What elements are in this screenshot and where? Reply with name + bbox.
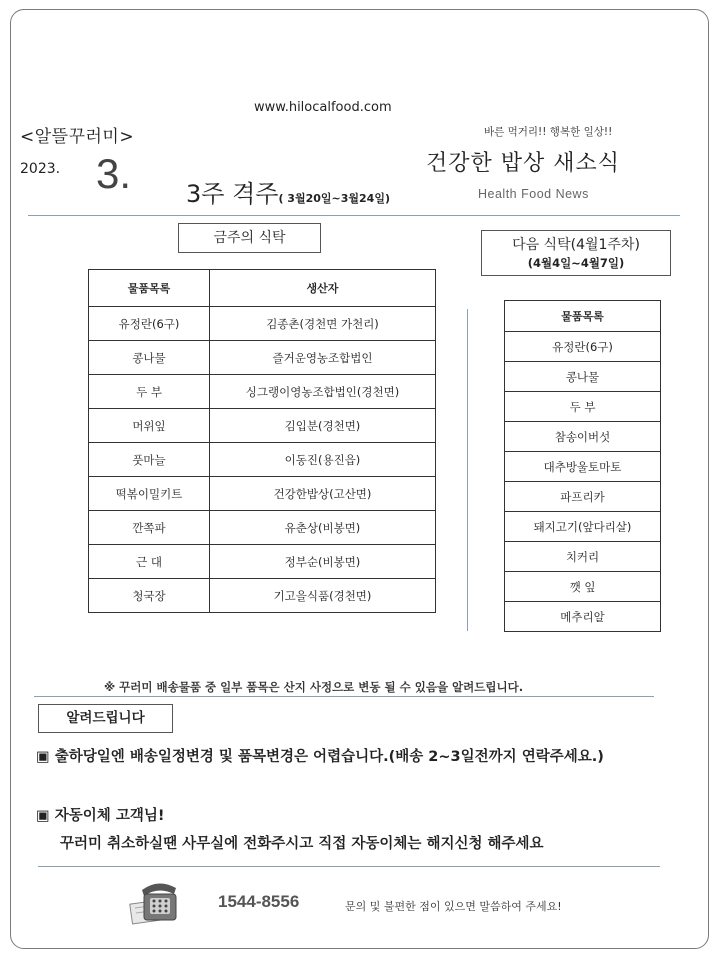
table-row — [89, 579, 436, 613]
item-cell: 콩나물 — [89, 341, 210, 375]
header-divider — [28, 215, 680, 216]
item-cell: 깐쪽파 — [89, 511, 210, 545]
notice-item-schedule: ▣ 출하당일엔 배송일정변경 및 품목변경은 어렵습니다.(배송 2~3일전까지 연락주세요.) — [36, 749, 604, 765]
table-row — [89, 375, 436, 409]
next-item-cell: 두 부 — [505, 392, 661, 422]
next-item-cell: 깻 잎 — [505, 572, 661, 602]
producer-cell: 건강한밥상(고산면) — [210, 477, 436, 511]
table-row — [89, 341, 436, 375]
col-header-item: 물품목록 — [89, 270, 210, 307]
next-week-table — [504, 300, 661, 632]
item-cell: 머위잎 — [89, 409, 210, 443]
column-divider — [467, 309, 468, 631]
table-row — [505, 392, 661, 422]
notice-item-autopay-body: 꾸러미 취소하실땐 사무실에 전화주시고 직접 자동이체는 해지신청 해주세요 — [60, 836, 544, 852]
producer-cell: 싱그랭이영농조합법인(경천면) — [210, 375, 436, 409]
brand-name: <알뜰꾸러미> — [20, 127, 135, 147]
this-week-table — [88, 269, 436, 613]
table-row — [505, 332, 661, 362]
table-row — [505, 542, 661, 572]
disclaimer-text: ※ 꾸러미 배송물품 중 일부 품목은 산지 사정으로 변동 될 수 있음을 알려드립니다. — [104, 680, 524, 694]
this-week-title: 금주의 식탁 — [178, 223, 321, 253]
item-cell: 청국장 — [89, 579, 210, 613]
telephone-icon — [128, 872, 184, 928]
issue-week — [186, 174, 390, 209]
table-row — [89, 477, 436, 511]
producer-cell: 이동진(용진읍) — [210, 443, 436, 477]
table-row — [505, 452, 661, 482]
next-col-header-item: 물품목록 — [505, 301, 661, 332]
table-row — [89, 545, 436, 579]
next-week-title-box — [481, 230, 671, 276]
next-week-range: (4월4일~4월7일) — [527, 256, 625, 270]
item-cell: 두 부 — [89, 375, 210, 409]
next-item-cell: 돼지고기(앞다리살) — [505, 512, 661, 542]
next-item-cell: 치커리 — [505, 542, 661, 572]
item-cell: 근 대 — [89, 545, 210, 579]
table-row — [89, 443, 436, 477]
col-header-producer: 생산자 — [210, 270, 436, 307]
footer-divider — [38, 866, 660, 867]
table-row — [505, 512, 661, 542]
issue-week-label: 3주 격주 — [186, 180, 279, 208]
next-item-cell: 유정란(6구) — [505, 332, 661, 362]
table-row — [505, 482, 661, 512]
table-row — [505, 422, 661, 452]
item-cell: 유정란(6구) — [89, 307, 210, 341]
next-week-title: 다음 식탁(4월1주차) — [512, 237, 640, 253]
producer-cell: 즐거운영농조합법인 — [210, 341, 436, 375]
table-row — [89, 511, 436, 545]
table-row — [89, 409, 436, 443]
item-cell: 풋마늘 — [89, 443, 210, 477]
producer-cell: 김종촌(경천면 가천리) — [210, 307, 436, 341]
next-item-cell: 대추방울토마토 — [505, 452, 661, 482]
issue-month: 3. — [96, 150, 132, 197]
contact-text: 문의 및 불편한 점이 있으면 말씀하여 주세요! — [345, 900, 562, 913]
table-row — [505, 362, 661, 392]
newsletter-headline: 건강한 밥상 새소식 — [426, 151, 621, 176]
table-row — [89, 307, 436, 341]
next-item-cell: 파프리카 — [505, 482, 661, 512]
producer-cell: 김입분(경천면) — [210, 409, 436, 443]
notice-divider — [34, 696, 654, 697]
next-item-cell: 콩나물 — [505, 362, 661, 392]
table-row — [505, 572, 661, 602]
producer-cell: 유춘상(비봉면) — [210, 511, 436, 545]
item-cell: 떡볶이밀키트 — [89, 477, 210, 511]
phone-number[interactable]: 1544-8556 — [218, 892, 300, 911]
notice-title: 알려드립니다 — [38, 704, 173, 733]
notice-item-autopay-title: ▣ 자동이체 고객님! — [36, 808, 165, 824]
producer-cell: 정부순(비봉면) — [210, 545, 436, 579]
next-item-cell: 메추리알 — [505, 602, 661, 632]
issue-week-range: ( 3월20일~3월24일) — [278, 192, 390, 205]
table-row — [505, 602, 661, 632]
producer-cell: 기고을식품(경천면) — [210, 579, 436, 613]
slogan: 바른 먹거리!! 행복한 일상!! — [484, 126, 613, 138]
website-url[interactable]: www.hilocalfood.com — [254, 100, 392, 115]
next-item-cell: 참송이버섯 — [505, 422, 661, 452]
issue-year: 2023. — [20, 161, 61, 177]
newsletter-subheadline: Health Food News — [478, 187, 589, 201]
